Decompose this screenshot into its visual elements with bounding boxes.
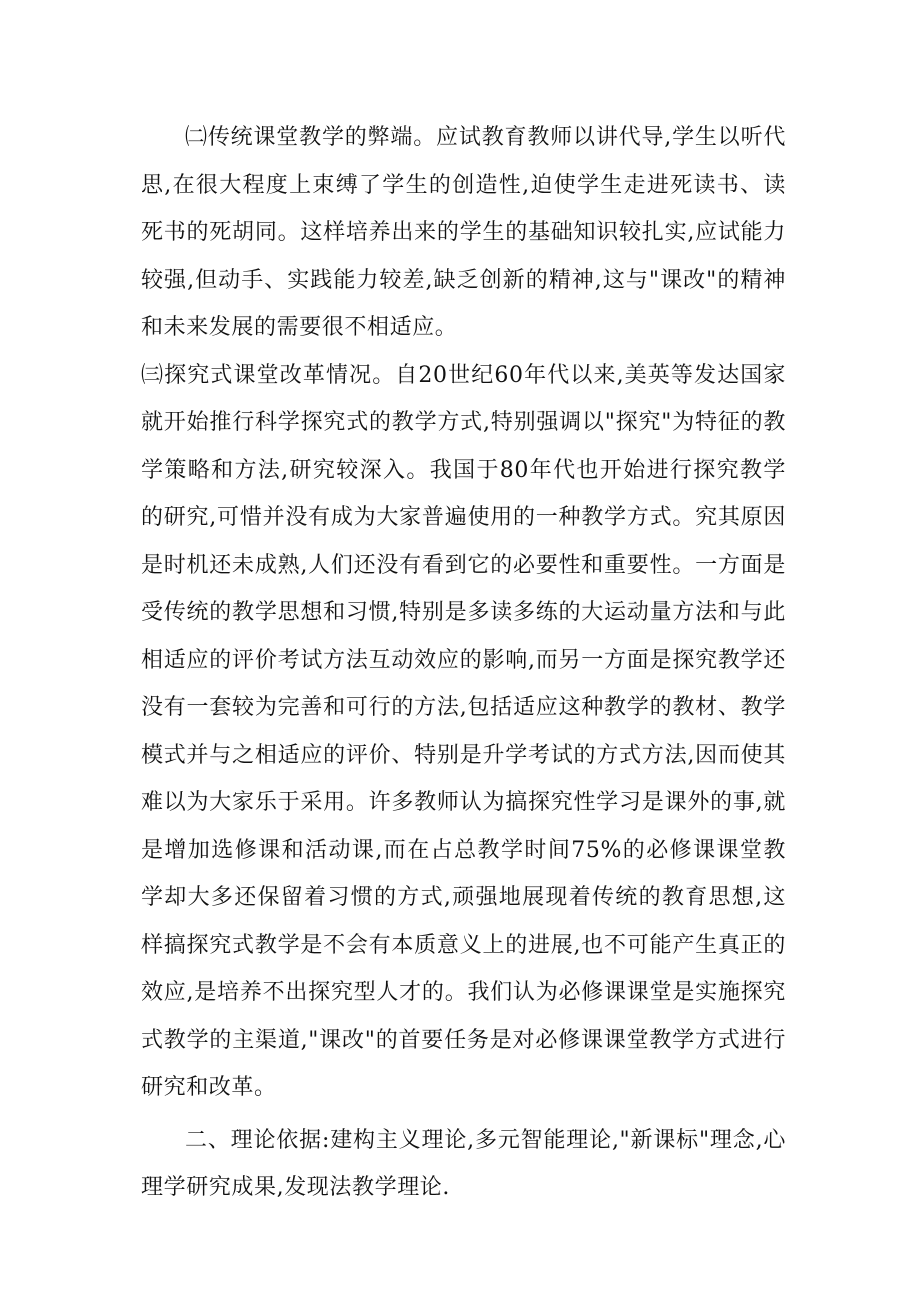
paragraph-traditional-teaching-drawbacks: ㈡传统课堂教学的弊端。应试教育教师以讲代导,学生以听代思,在很大程度上束缚了学生的创造性,迫使学生走进死读书、读死书的死胡同。这样培养出来的学生的基础知识较扎实,应试能力较强,但动手、实践能力较差,缺乏创新的精神,这与"课改"的精神和未来发展的需要很不相适应。 xyxy=(141,125,786,340)
paragraph-theoretical-basis: 二、理论依据:建构主义理论,多元智能理论,"新课标"理念,心理学研究成果,发现法教学理论. xyxy=(141,1127,786,1200)
document-body xyxy=(141,114,786,1212)
paragraph-inquiry-reform: ㈢探究式课堂改革情况。自20世纪60年代以来,美英等发达国家就开始推行科学探究式的教学方式,特别强调以"探究"为特征的教学策略和方法,研究较深入。我国于80年代也开始进行探究教学的研究,可惜并没有成为大家普遍使用的一种教学方式。究其原因是时机还未成熟,人们还没有看到它的必要性和重要性。一方面是受传统的教学思想和习惯,特别是多读多练的大运动量方法和与此相适应的评价考试方法互动效应的影响,而另一方面是探究教学还没有一套较为完善和可行的方法,包括适应这种教学的教材、教学模式并与之相适应的评价、特别是升学考试的方式方法,因而使其难以为大家乐于采用。许多教师认为搞探究性学习是课外的事,就是增加选修课和活动课,而在占总教学时间75%的必修课课堂教学却大多还保留着习惯的方式,顽强地展现着传统的教育思想,这样搞探究式教学是不会有本质意义上的进展,也不可能产生真正的效应,是培养不出探究型人才的。我们认为必修课课堂是实施探究式教学的主渠道,"课改"的首要任务是对必修课课堂教学方式进行研究和改革。 xyxy=(141,362,786,1100)
